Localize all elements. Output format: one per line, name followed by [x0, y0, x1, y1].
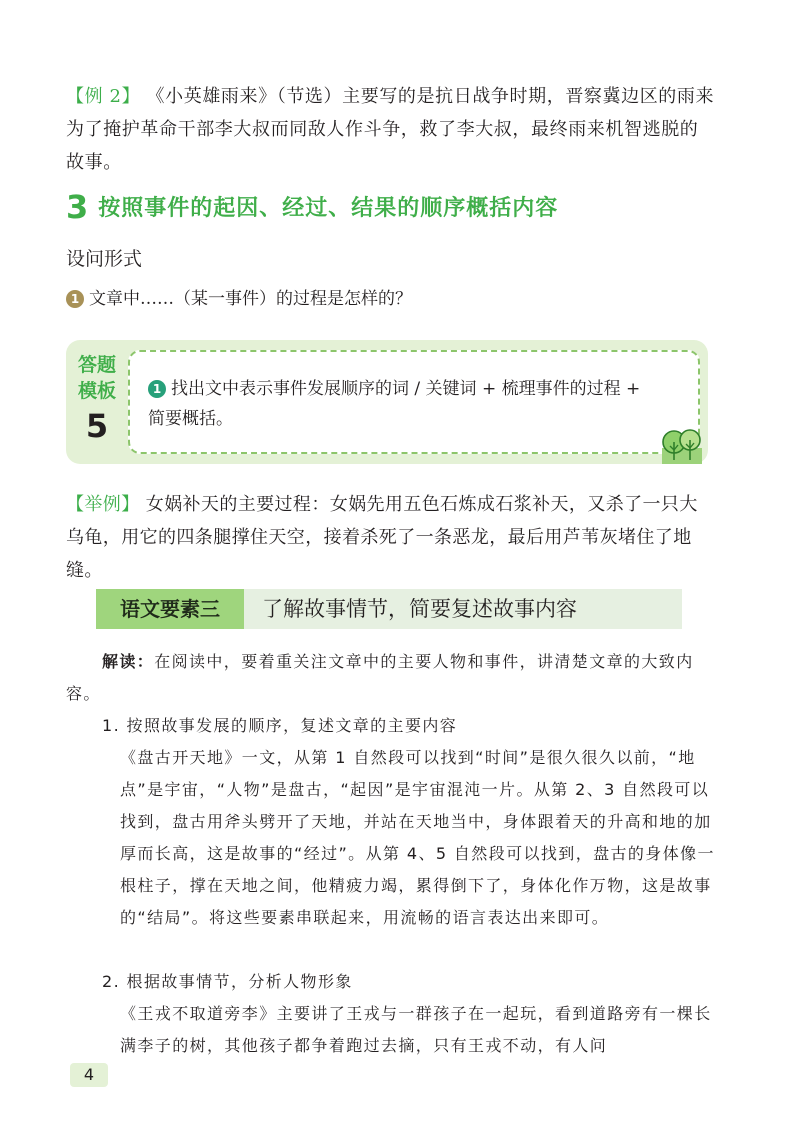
question-form-label: 设问形式 [66, 248, 143, 270]
item-1-heading: 1. 按照故事发展的顺序，复述文章的主要内容 [102, 716, 458, 735]
page-number: 4 [70, 1063, 108, 1087]
template-bullet: 1 [148, 380, 166, 398]
interpretation-label: 解读： [102, 652, 155, 671]
template-label-number: 5 [85, 407, 109, 445]
question-text: 文章中……（某一事件）的过程是怎样的？ [89, 289, 412, 309]
section-3-heading [66, 188, 558, 226]
answer-template-label [66, 352, 128, 448]
example-2-text: 《小英雄雨来》（节选）主要写的是抗日战争时期，晋察冀边区的雨来为了掩护革命干部李大叔而同敌人作斗争，救了李大叔，最终雨来机智逃脱的故事。 [66, 86, 715, 173]
answer-template-content [128, 350, 700, 454]
item-2-heading: 2. 根据故事情节，分析人物形象 [102, 972, 353, 991]
template-text: 找出文中表示事件发展顺序的词 / 关键词 + 梳理事件的过程 + 简要概括。 [148, 379, 641, 429]
example-tag: 【举例】 [66, 494, 140, 515]
example-2-paragraph [66, 80, 716, 179]
section-3-title: 按照事件的起因、经过、结果的顺序概括内容 [98, 196, 559, 221]
question-item [66, 284, 412, 314]
item-1-text: 《盘古开天地》一文，从第 1 自然段可以找到“时间”是很久很久以前，“地点”是宇宙，“人物”是盘古，“起因”是宇宙混沌一片。从第 2、3 自然段可以找到，盘古用斧头劈开了天地，并站在天地当中，身体跟着天的升高和地的加厚而长高，这是故事的“经过”。从第 4、5 自然段可以找到，盘古的身体像一根柱子，撑在天地之间，他精疲力竭，累得倒下了，身体化作万物，这是故事的“结局”。将这些要素串联起来，用流畅的语言表达出来即可。 [120, 748, 715, 927]
trees-icon [658, 418, 706, 464]
element-3-title: 了解故事情节，简要复述故事内容 [262, 597, 577, 621]
element-3-tab: 语文要素三 [96, 589, 244, 629]
example-text: 女娲补天的主要过程：女娲先用五色石炼成石浆补天，又杀了一只大乌龟，用它的四条腿撑住天空，接着杀死了一条恶龙，最后用芦苇灰堵住了地缝。 [66, 494, 698, 581]
interpretation-paragraph [66, 646, 716, 710]
example-paragraph [66, 488, 716, 587]
section-3-number: 3 [66, 188, 89, 226]
template-label-line2: 模板 [77, 380, 116, 402]
item-2-text: 《王戎不取道旁李》主要讲了王戎与一群孩子在一起玩，看到道路旁有一棵长满李子的树，其他孩子都争着跑过去摘，只有王戎不动，有人问 [120, 1004, 712, 1055]
question-bullet: 1 [66, 290, 84, 308]
template-label-line1: 答题 [77, 354, 116, 376]
interpretation-text: 在阅读中，要着重关注文章中的主要人物和事件，讲清楚文章的大致内容。 [66, 652, 694, 703]
example-2-tag: 【例 2】 [66, 86, 141, 107]
